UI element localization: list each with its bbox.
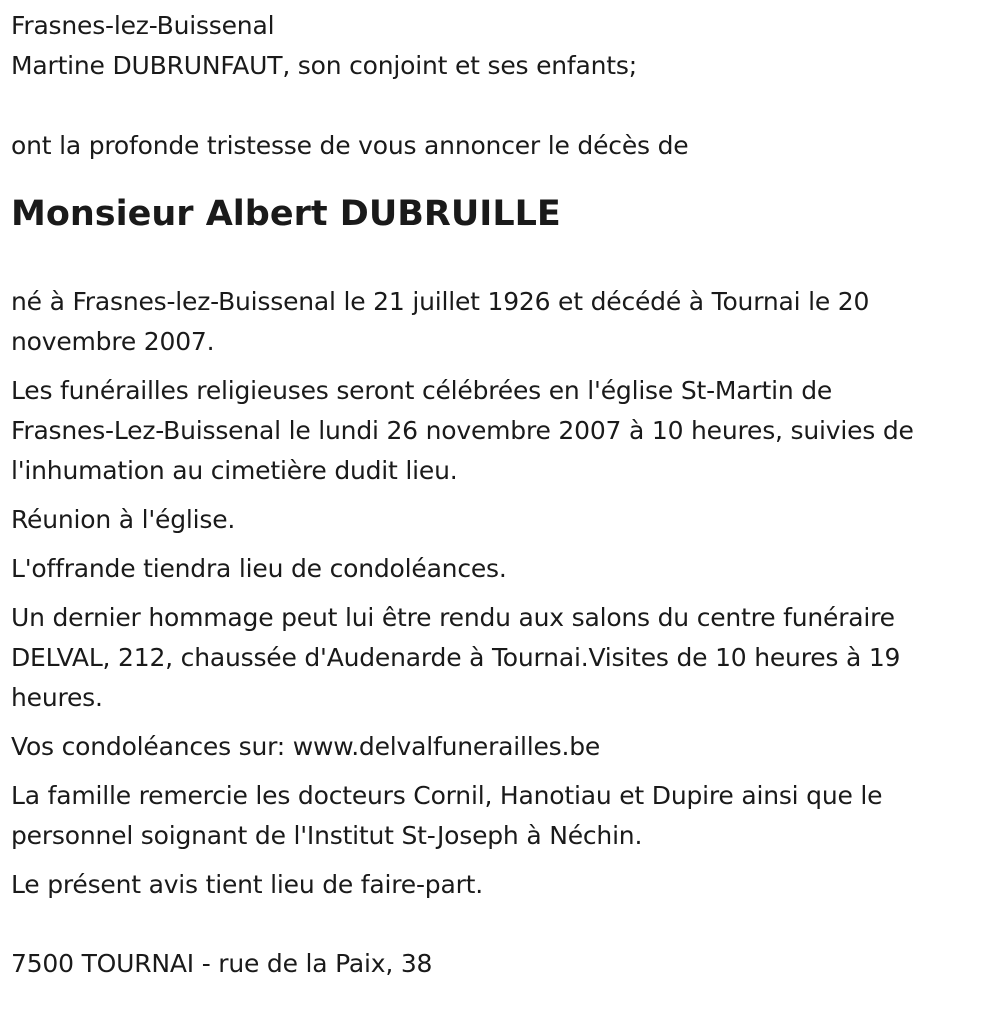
notice-paragraph: Le présent avis tient lieu de faire-part. <box>11 870 484 899</box>
announcement-text: ont la profonde tristesse de vous annoncer le décès de <box>11 131 689 160</box>
tribute-line-1: Un dernier hommage peut lui être rendu aux salons du centre funéraire <box>11 603 895 632</box>
funeral-paragraph <box>11 371 986 491</box>
tribute-paragraph <box>11 598 986 718</box>
offering-paragraph: L'offrande tiendra lieu de condoléances. <box>11 554 507 583</box>
funeral-line-3: l'inhumation au cimetière dudit lieu. <box>11 456 458 485</box>
birth-death-paragraph <box>11 282 986 362</box>
birth-death-line-2: novembre 2007. <box>11 327 215 356</box>
address-line: 7500 TOURNAI - rue de la Paix, 38 <box>11 949 433 978</box>
header-block <box>11 6 986 86</box>
meeting-paragraph: Réunion à l'église. <box>11 505 236 534</box>
spacer <box>11 86 986 126</box>
notice-body <box>11 282 986 905</box>
deceased-name: Monsieur Albert DUBRUILLE <box>11 194 561 234</box>
header-location: Frasnes-lez-Buissenal <box>11 11 275 40</box>
obituary-notice <box>11 6 986 984</box>
condolences-paragraph: Vos condoléances sur: www.delvalfunerailles.be <box>11 732 601 761</box>
birth-death-line-1: né à Frasnes-lez-Buissenal le 21 juillet 1926 et décédé à Tournai le 20 <box>11 287 870 316</box>
funeral-line-2: Frasnes-Lez-Buissenal le lundi 26 novembre 2007 à 10 heures, suivies de <box>11 416 914 445</box>
thanks-paragraph <box>11 776 986 856</box>
tribute-line-3: heures. <box>11 683 103 712</box>
thanks-line-1: La famille remercie les docteurs Cornil, Hanotiau et Dupire ainsi que le <box>11 781 883 810</box>
tribute-line-2: DELVAL, 212, chaussée d'Audenarde à Tournai.Visites de 10 heures à 19 <box>11 643 901 672</box>
header-family: Martine DUBRUNFAUT, son conjoint et ses enfants; <box>11 51 637 80</box>
funeral-line-1: Les funérailles religieuses seront célébrées en l'église St-Martin de <box>11 376 833 405</box>
thanks-line-2: personnel soignant de l'Institut St-Joseph à Néchin. <box>11 821 643 850</box>
